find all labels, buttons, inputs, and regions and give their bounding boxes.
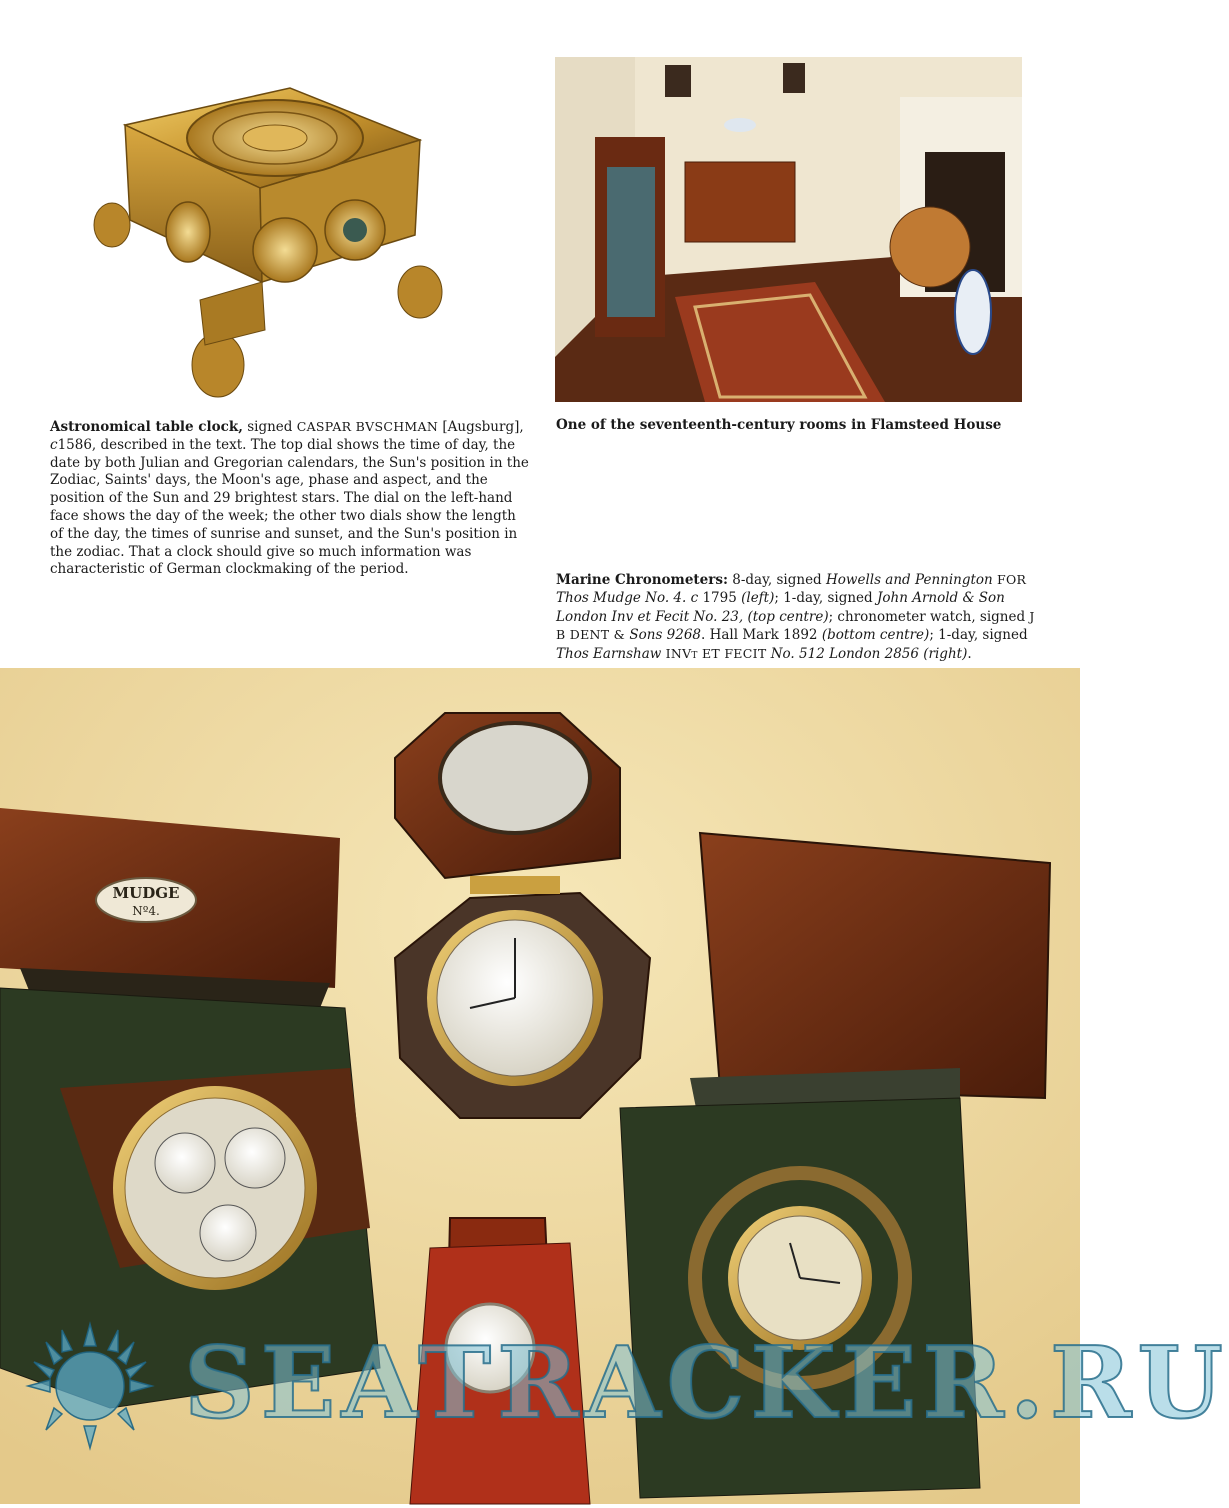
caption-text: 1795 (698, 589, 742, 606)
caption-text: INVt ET FECIT (661, 646, 771, 662)
caption-text: signed (242, 419, 297, 435)
caption-title: Astronomical table clock, (50, 419, 243, 435)
sun-logo-icon (0, 1322, 180, 1442)
caption-text: [Augsburg], (438, 419, 524, 435)
caption-body: 1586, described in the text. The top dial shows the time of day, the date by both Julian and Gregorian calendars, the Sun's position in the Zodiac, Saints' days, the Moon's age, phase and aspect, and the position of the Sun and 29 brightest stars. The dial on the left-hand face shows the day of the week; the other two dials show the length of the day, the times of sunrise and sunset, and the Sun's position in the zodiac. That a clock should give so much information was characteristic of German clockmaking of the period. (50, 436, 529, 578)
flamsteed-room-illustration (555, 57, 1022, 402)
astronomical-clock-illustration (90, 70, 450, 410)
flamsteed-room-caption: One of the seventeenth-century rooms in Flamsteed House (556, 417, 1002, 433)
caption-maker: Thos Mudge No. 4. c (556, 589, 699, 606)
mudge-plate-number: Nº4. (132, 904, 160, 918)
caption-position: (bottom centre) (821, 627, 930, 644)
astronomical-clock-caption (50, 418, 530, 579)
caption-maker: J B DENT (556, 608, 1035, 643)
watermark-text: SEATRACKER.RU (184, 1326, 1229, 1441)
caption-title: Marine Chronometers: (556, 572, 728, 588)
caption-circa: c (50, 436, 58, 453)
caption-text: ; chronometer watch, signed (828, 608, 1030, 625)
seatracker-watermark (0, 1322, 1229, 1442)
caption-text: . Hall Mark 1892 (701, 627, 822, 644)
caption-maker: Howells and Pennington (826, 572, 993, 588)
mudge-chronometer-box (0, 808, 380, 1408)
astronomical-clock-photo (90, 70, 450, 410)
caption-maker: CASPAR BVSCHMAN (296, 419, 439, 434)
caption-maker: Thos Earnshaw (556, 646, 662, 663)
caption-maker: Sons 9268 (629, 627, 702, 644)
caption-position: (left) (741, 589, 775, 606)
caption-maker: No. 512 London 2856 (right) (770, 646, 968, 663)
caption-text: ; 1-day, signed (774, 589, 877, 606)
caption-text: & (609, 627, 630, 643)
caption-text: 8-day, signed (727, 572, 826, 588)
caption-text: . (967, 646, 972, 663)
flamsteed-room-photo (555, 57, 1022, 402)
caption-text: ; 1-day, signed (929, 627, 1028, 644)
caption-maker: John Arnold & Son London Inv et Fecit No. 23, (top centre) (556, 589, 1005, 625)
caption-text: FOR (992, 572, 1027, 587)
mudge-plate-label: MUDGE (112, 884, 180, 902)
marine-chronometers-caption (556, 571, 1036, 664)
